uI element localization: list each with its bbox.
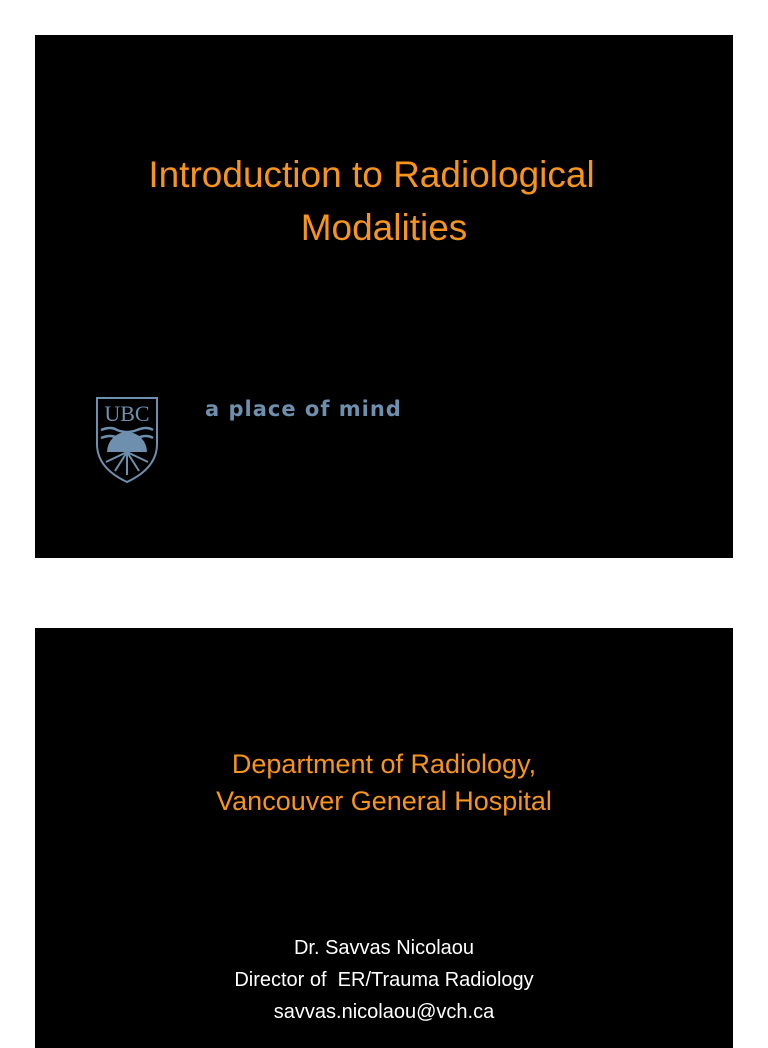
department-slide	[35, 628, 733, 1048]
logo-text: UBC	[104, 401, 150, 426]
author-name: Dr. Savvas Nicolaou	[293, 937, 475, 959]
author-block	[35, 932, 733, 1028]
title-line-2: Modalities	[300, 207, 468, 248]
department-name	[35, 746, 733, 820]
title-line-1: Introduction to Radiological	[148, 154, 595, 195]
slide-title	[35, 148, 733, 254]
dept-line-1: Department of Radiology,	[231, 749, 537, 779]
author-role: Director of ER/Trauma Radiology	[234, 969, 534, 991]
ubc-shield-logo	[95, 396, 159, 484]
author-email: savvas.nicolaou@vch.ca	[273, 1001, 495, 1023]
ubc-tagline: a place of mind	[205, 397, 402, 421]
title-slide	[35, 35, 733, 558]
dept-line-2: Vancouver General Hospital	[216, 786, 552, 816]
